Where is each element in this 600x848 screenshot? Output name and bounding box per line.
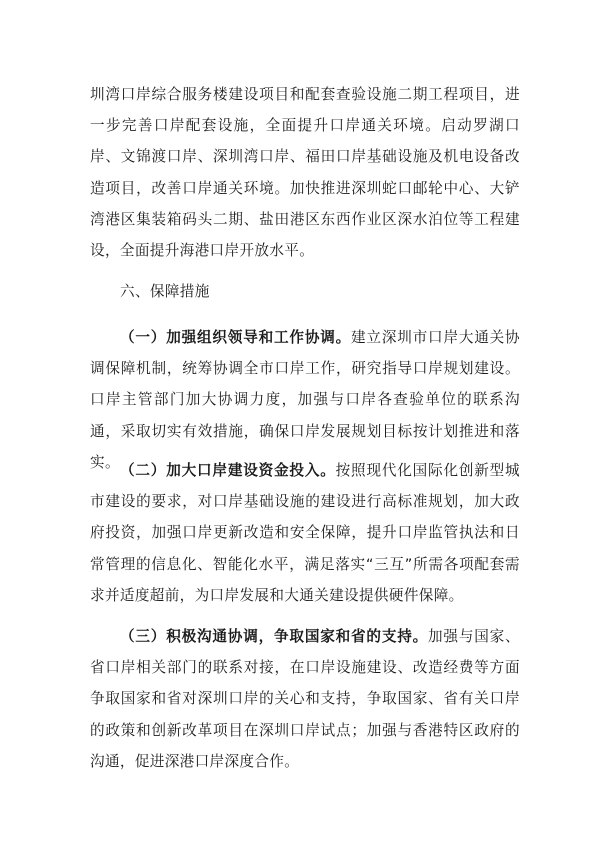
measure-body-1: 建立深圳市口岸大通关协调保障机制，统筹协调全市口岸工作，研究指导口岸规划建设。口岸主管部门加大协调力度，加强与口岸各查验单位的联系沟通，采取切实有效措施，确保口岸发展规划目标按计划推进和落实。: [90, 329, 520, 471]
intro-paragraph: 圳湾口岸综合服务楼建设项目和配套查验设施二期工程项目，进一步完善口岸配套设施，全面提升口岸通关环境。启动罗湖口岸、文锦渡口岸、深圳湾口岸、福田口岸基础设施及机电设备改造项目，改善口岸通关环境。加快推进深圳蛇口邮轮中心、大铲湾港区集装箱码头二期、盐田港区东西作业区深水泊位等工程建设，全面提升海港口岸开放水平。: [90, 86, 520, 260]
measure-lead-3: （三）积极沟通协调，争取国家和省的支持。: [120, 628, 429, 645]
measure-lead-2: （二）加大口岸建设资金投入。: [120, 462, 336, 479]
measure-paragraph-2: [90, 455, 520, 611]
measure-body-2: 按照现代化国际化创新型城市建设的要求，对口岸基础设施的建设进行高标准规划，加大政府投资，加强口岸更新改造和安全保障，提升口岸监管执法和日常管理的信息化、智能化水平，满足落实“三互”所需各项配套需求并适度超前，为口岸发展和大通关建设提供硬件保障。: [90, 462, 521, 604]
measure-lead-1: （一）加强组织领导和工作协调。: [120, 329, 352, 346]
measure-paragraph-3: [90, 621, 520, 777]
section-heading: 六、保障措施: [120, 283, 210, 300]
measure-body-3: 加强与国家、省口岸相关部门的联系对接，在口岸设施建设、改造经费等方面争取国家和省对深圳口岸的关心和支持，争取国家、省有关口岸的政策和创新改革项目在深圳口岸试点；加强与香港特区政府的沟通，促进深港口岸深度合作。: [90, 628, 520, 770]
